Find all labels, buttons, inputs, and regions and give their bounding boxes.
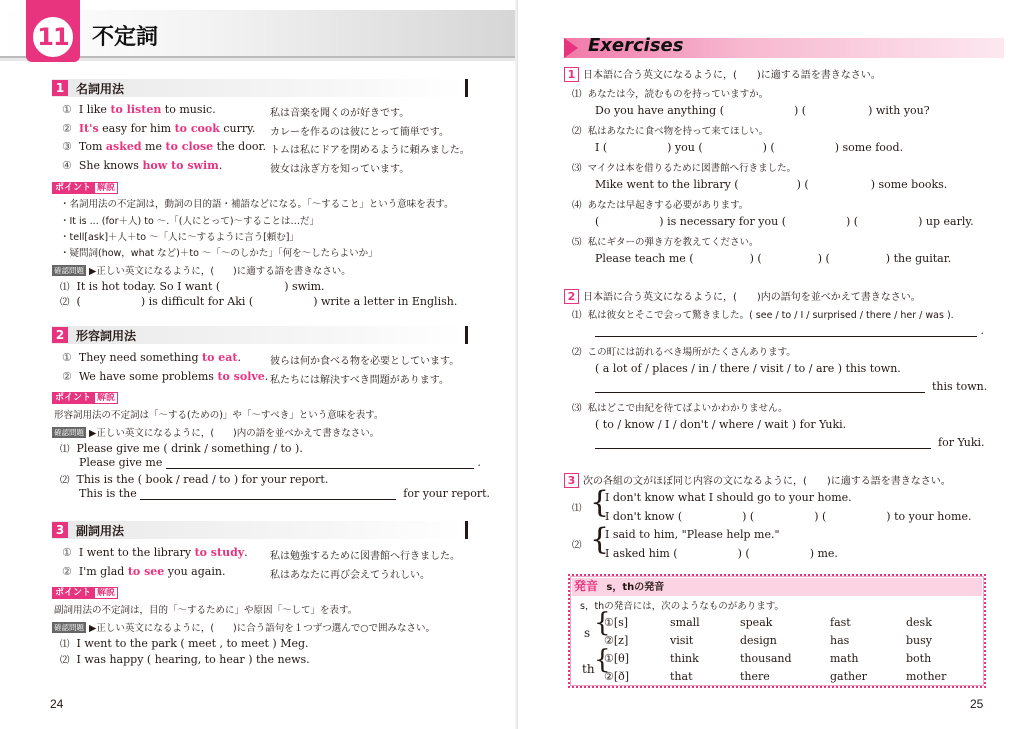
ex3-item2-line1: I said to him, "Please help me." — [605, 528, 780, 541]
brace-icon: { — [594, 608, 611, 638]
answer-line[interactable] — [140, 499, 396, 500]
ex2-item2-words: ( a lot of / places / in / there / visit / to / are ) this town. — [595, 362, 901, 375]
phonics-row: ②[ð] — [604, 670, 630, 683]
ex1-item3-jp: ⑶ マイクは本を借りるために図書館へ行きました。 — [572, 163, 797, 174]
check-tag: 確認問題 — [54, 623, 84, 632]
answer-line[interactable] — [595, 392, 925, 393]
exercise-number: 1 — [564, 67, 579, 82]
example-1-1-jp: 私は音楽を聞くのが好きです。 — [270, 108, 410, 119]
note-1-3: ・tell[ask]＋人＋to ～「人に～するように言う[頼む]」 — [60, 232, 300, 243]
phonics-row: ②[z] — [604, 634, 629, 647]
note-2-1: 形容詞用法の不定詞は「～する(ための)」や「～すべき」という意味を表す。 — [54, 410, 384, 421]
left-page — [0, 0, 515, 729]
check-2-q2-answer: This is the for your report. — [79, 487, 490, 500]
chapter-number-badge — [30, 14, 76, 60]
example-3-1-jp: 私は勉強するために図書館へ行きました。 — [270, 551, 460, 562]
ex3-item1-no: ⑴ — [572, 503, 582, 514]
check-2-q1-answer: Please give me . — [79, 456, 481, 469]
example-3-2: ② I'm glad to see you again. — [62, 565, 226, 578]
phonics-group-s: s — [584, 626, 591, 640]
example-3-1: ① I went to the library to study. — [62, 546, 248, 559]
exercise-number: 3 — [564, 473, 579, 488]
example-1-4-jp: 彼女は泳ぎ方を知っています。 — [270, 164, 410, 175]
check-1-q2: ⑵ ( ) is difficult for Aki ( ) write a letter in English. — [60, 295, 458, 308]
page-number: 25 — [970, 697, 984, 711]
section-title: 名詞用法 — [76, 82, 125, 96]
phonics-group-th: th — [582, 662, 595, 676]
section-number: 1 — [52, 80, 68, 96]
ex3-item2-no: ⑵ — [572, 540, 582, 551]
ex1-item2: I ( ) you ( ) ( ) some food. — [595, 141, 904, 154]
phonics-word: there — [740, 670, 770, 683]
point-label-2: ポイント 解説 — [52, 390, 118, 403]
ex1-item5-jp: ⑸ 私にギターの弾き方を教えてください。 — [572, 237, 759, 248]
answer-line[interactable] — [595, 448, 931, 449]
phonics-row: ①[θ] — [604, 652, 630, 665]
section-header-3 — [52, 521, 468, 539]
example-1-2: ② It's easy for him to cook curry. — [62, 122, 256, 135]
check-instruction-3: 確認問題 ▶正しい英文になるように，( )に合う語句を１つずつ選んで○で囲みなさい。 — [54, 623, 436, 634]
example-1-2-jp: カレーを作るのは彼にとって簡単です。 — [270, 127, 449, 138]
ex2-item3-answer: for Yuki. — [595, 436, 985, 449]
note-1-4: ・疑問詞(how，what など)＋to ～「～のしかた」「何を～したらよいか」 — [60, 248, 378, 259]
ex3-item1-line2: I don't know ( ) ( ) ( ) to your home. — [605, 510, 972, 523]
ex1-item3: Mike went to the library ( ) ( ) some books. — [595, 178, 948, 191]
ex3-item1-line1: I don't know what I should go to your home. — [605, 491, 852, 504]
phonics-word: that — [670, 670, 693, 683]
chapter-title: 不定詞 — [92, 25, 159, 50]
ex1-item1: Do you have anything ( ) ( ) with you? — [595, 104, 930, 117]
ex1-item5: Please teach me ( ) ( ) ( ) the guitar. — [595, 252, 952, 265]
ex2-item3-jp: ⑶ 私はどこで由紀を待てばよいかわかりません。 — [572, 403, 788, 414]
example-2-2: ② We have some problems to solve. — [62, 370, 269, 383]
example-1-1: ① I like to listen to music. — [62, 103, 216, 116]
point-label-3: ポイント 解説 — [52, 585, 118, 598]
phonics-word: both — [906, 652, 932, 665]
example-2-1: ① They need something to eat. — [62, 351, 241, 364]
phonics-header: 発音 s，thの発音 — [574, 579, 665, 593]
exercise-3-instruction: 3 次の各組の文がほぼ同じ内容の文になるように，( )に適する語を書きなさい。 — [564, 472, 951, 488]
page-number: 24 — [50, 697, 64, 711]
exercise-number: 2 — [564, 289, 579, 304]
phonics-row: ①[s] — [604, 616, 629, 629]
phonics-word: math — [830, 652, 859, 665]
example-1-4: ④ She knows how to swim. — [62, 159, 223, 172]
section-title: 副詞用法 — [76, 524, 125, 538]
phonics-word: think — [670, 652, 699, 665]
example-2-2-jp: 私たちには解決すべき問題があります。 — [270, 375, 449, 386]
brace-icon: { — [590, 485, 610, 520]
exercises-arrow-icon — [564, 38, 578, 58]
exercise-1-instruction: 1 日本語に合う英文になるように，( )に適する語を書きなさい。 — [564, 66, 881, 82]
ex2-item2-jp: ⑵ この町には訪れるべき場所がたくさんあります。 — [572, 347, 796, 358]
section-number: 3 — [52, 522, 68, 538]
phonics-word: has — [830, 634, 850, 647]
answer-line[interactable] — [595, 336, 977, 337]
check-3-q2: ⑵ I was happy ( hearing, to hear ) the news. — [60, 653, 310, 666]
ex1-item1-jp: ⑴ あなたは今，読むものを持っていますか。 — [572, 89, 769, 100]
check-3-q1: ⑴ I went to the park ( meet , to meet ) Meg. — [60, 637, 309, 650]
phonics-word: design — [740, 634, 777, 647]
answer-line[interactable] — [166, 468, 474, 469]
example-1-3: ③ Tom asked me to close the door. — [62, 140, 266, 153]
phonics-description: s，thの発音には，次のようなものがあります。 — [580, 601, 784, 612]
phonics-word: fast — [830, 616, 851, 629]
section-title: 形容詞用法 — [76, 329, 137, 343]
example-1-3-jp: トムは私にドアを閉めるように頼みました。 — [270, 145, 470, 156]
check-tag: 確認問題 — [54, 428, 84, 437]
ex2-item1-answer: . — [595, 324, 984, 337]
exercises-title: Exercises — [588, 35, 684, 56]
check-instruction-1: 確認問題 ▶正しい英文になるように，( )に適する語を書きなさい。 — [54, 266, 351, 277]
phonics-word: desk — [906, 616, 932, 629]
ex2-item1-jp: ⑴ 私は彼女とそこで会って驚きました。( see / to / I / surprised / there / her / was ). — [572, 310, 954, 321]
check-1-q1: ⑴ It is hot today. So I want ( ) swim. — [60, 280, 325, 293]
phonics-word: speak — [740, 616, 773, 629]
phonics-word: small — [670, 616, 700, 629]
phonics-word: busy — [906, 634, 932, 647]
ex2-item3-words: ( to / know / I / don't / where / wait ) for Yuki. — [595, 418, 847, 431]
brace-icon: { — [590, 522, 610, 557]
chapter-number: 11 — [37, 23, 69, 51]
example-3-2-jp: 私はあなたに再び会えてうれしい。 — [270, 570, 430, 581]
check-2-q1: ⑴ Please give me ( drink / something / to ). — [60, 442, 303, 455]
phonics-word: visit — [670, 634, 694, 647]
ex1-item4: ( ) is necessary for you ( ) ( ) up early. — [595, 215, 974, 228]
check-tag: 確認問題 — [54, 266, 84, 275]
point-label-1: ポイント 解説 — [52, 180, 118, 193]
section-number: 2 — [52, 327, 68, 343]
section-header-1 — [52, 79, 468, 97]
note-3-1: 副詞用法の不定詞は，目的「～するために」や原因「～して」を表す。 — [54, 605, 358, 616]
ex2-item2-answer: this town. — [595, 380, 987, 393]
check-instruction-2: 確認問題 ▶正しい英文になるように，( )内の語を並べかえて書きなさい。 — [54, 428, 380, 439]
phonics-word: thousand — [740, 652, 792, 665]
brace-icon: { — [594, 645, 611, 675]
exercise-2-instruction: 2 日本語に合う英文になるように，( )内の語句を並べかえて書きなさい。 — [564, 288, 921, 304]
check-2-q2: ⑵ This is the ( book / read / to ) for your report. — [60, 473, 329, 486]
right-page — [518, 0, 1033, 729]
note-1-2: ・It is ... (for＋人) to ～.「(人にとって)～することは…だ」 — [60, 216, 320, 227]
section-header-2 — [52, 326, 468, 344]
phonics-word: gather — [830, 670, 867, 683]
ex1-item4-jp: ⑷ あなたは早起きする必要があります。 — [572, 200, 749, 211]
note-1-1: ・名詞用法の不定詞は，動詞の目的語・補語などになる。「～すること」という意味を表す。 — [60, 199, 454, 210]
phonics-word: mother — [906, 670, 947, 683]
ex3-item2-line2: I asked him ( ) ( ) me. — [605, 547, 838, 560]
example-2-1-jp: 彼らは何か食べる物を必要としています。 — [270, 356, 460, 367]
ex1-item2-jp: ⑵ 私はあなたに食べ物を持って来てほしい。 — [572, 126, 769, 137]
